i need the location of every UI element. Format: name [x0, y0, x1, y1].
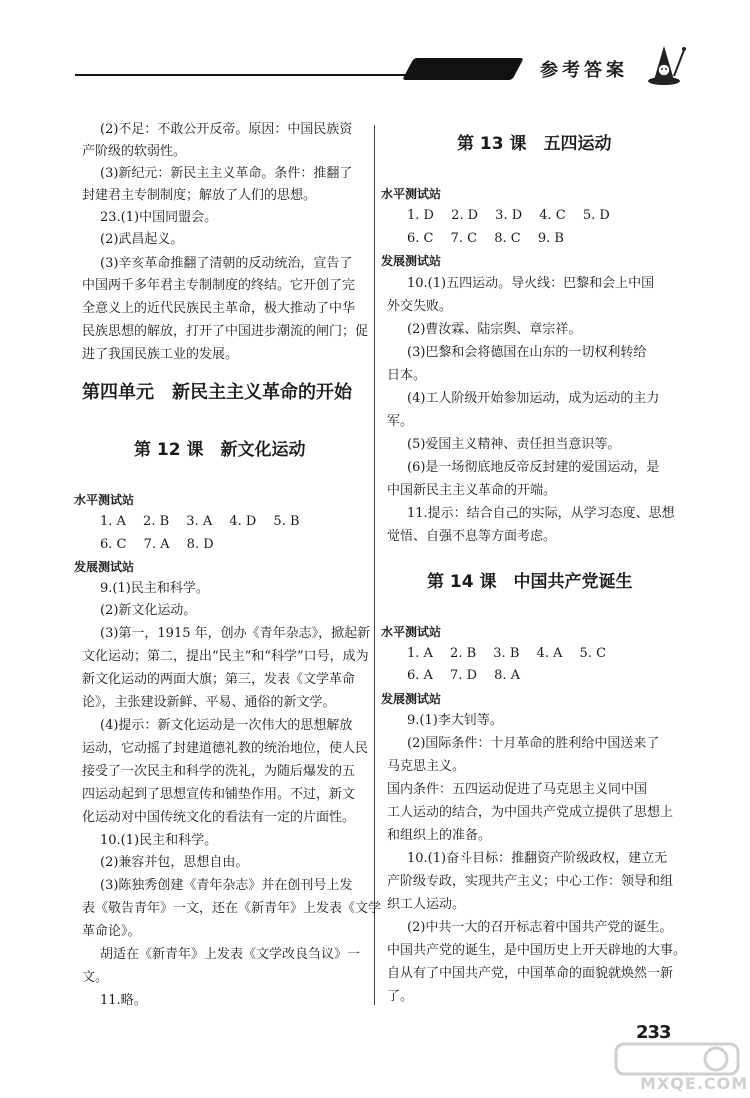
- text-line: 11.略。: [100, 993, 147, 1008]
- text-line: (2)中共一大的召开标志着中国共产党的诞生。: [407, 920, 673, 935]
- header-rule: [75, 74, 420, 76]
- wizard-mascot-icon: [640, 40, 688, 88]
- text-line: 织工人运动。: [387, 897, 466, 912]
- text-line: 了。: [387, 989, 414, 1004]
- lesson-heading: 第 14 课 中国共产党诞生: [427, 572, 633, 592]
- text-line: 6. A 7. D 8. A: [407, 668, 521, 683]
- text-line: 新文化运动的两面大旗；第三，发表《文学革命: [82, 672, 356, 687]
- text-line: (2)不足：不敢公开反帝。原因：中国民族资: [100, 122, 353, 137]
- text-line: 论》，主张建设新鲜、平易、通俗的新文学。: [82, 695, 336, 710]
- lesson-heading: 第 12 课 新文化运动: [134, 440, 306, 460]
- text-line: (5)爱国主义精神、责任担当意识等。: [407, 437, 621, 452]
- text-line: 和组织上的准备。: [387, 828, 492, 843]
- text-line: 1. A 2. B 3. A 4. D 5. B: [100, 514, 300, 529]
- text-line: 中国两千多年君主专制制度的终结。它开创了完: [82, 278, 356, 293]
- section-heading: 水平测试站: [74, 493, 135, 507]
- text-line: 民族思想的解放，打开了中国进步潮流的闸门；促: [82, 324, 369, 339]
- text-line: 军。: [387, 414, 414, 429]
- text-line: 觉悟、自强不息等方面考虑。: [387, 529, 557, 544]
- text-line: (2)国际条件：十月革命的胜利给中国送来了: [407, 736, 660, 751]
- text-line: (3)新纪元：新民主主义革命。条件：推翻了: [100, 166, 353, 181]
- text-line: (4)提示：新文化运动是一次伟大的思想解放: [100, 718, 353, 733]
- text-line: 马克思主义。: [387, 759, 466, 774]
- text-line: 全意义上的近代民族民主革命，极大推动了中华: [82, 301, 356, 316]
- text-line: (2)曹汝霖、陆宗舆、章宗祥。: [407, 322, 582, 337]
- page-header-title: 参考答案: [540, 60, 628, 81]
- text-line: (3)巴黎和会将德国在山东的一切权利转给: [407, 345, 647, 360]
- text-line: 四运动起到了思想宣传和铺垫作用。不过，新文: [82, 787, 356, 802]
- text-line: 9.(1)李大钊等。: [407, 713, 503, 728]
- text-line: 1. A 2. B 3. B 4. A 5. C: [407, 646, 607, 661]
- text-line: 日本。: [387, 368, 427, 383]
- text-line: (2)武昌起义。: [100, 232, 184, 247]
- text-line: (2)新文化运动。: [100, 603, 197, 618]
- text-line: 化运动对中国传统文化的看法有一定的片面性。: [82, 810, 356, 825]
- text-line: 国内条件：五四运动促进了马克思主义同中国: [387, 782, 648, 797]
- text-line: 9.(1)民主和科学。: [100, 581, 209, 596]
- text-line: (3)第一，1915 年，创办《青年杂志》，掀起新: [100, 626, 371, 641]
- text-line: 11.提示：结合自己的实际，从学习态度、思想: [407, 506, 675, 521]
- text-line: 封建君主专制制度；解放了人们的思想。: [82, 188, 317, 203]
- section-heading: 水平测试站: [381, 187, 442, 201]
- text-line: (6)是一场彻底地反帝反封建的爱国运动，是: [407, 460, 660, 475]
- text-line: 中国新民主主义革命的开端。: [387, 483, 557, 498]
- text-line: 10.(1)五四运动。导火线：巴黎和会上中国: [407, 276, 655, 291]
- text-line: 1. D 2. D 3. D 4. C 5. D: [407, 208, 610, 223]
- text-line: (2)兼容并包，思想自由。: [100, 855, 249, 870]
- text-line: 接受了一次民主和科学的洗礼，为随后爆发的五: [82, 764, 356, 779]
- text-line: 运动，它动摇了封建道德礼教的统治地位，使人民: [82, 741, 369, 756]
- text-line: 工人运动的结合，为中国共产党成立提供了思想上: [387, 805, 674, 820]
- text-line: 10.(1)奋斗目标：推翻资产阶级政权，建立无: [407, 851, 668, 866]
- section-heading: 水平测试站: [381, 625, 442, 639]
- column-divider: [374, 125, 375, 1005]
- text-line: 革命论》。: [82, 924, 141, 939]
- text-line: 23.(1)中国同盟会。: [100, 210, 218, 225]
- text-line: 胡适在《新青年》上发表《文学改良刍议》一: [100, 947, 361, 962]
- text-line: 文化运动；第二，提出“民主”和“科学”口号，成为: [82, 649, 369, 664]
- text-line: 6. C 7. A 8. D: [100, 537, 214, 552]
- text-line: 中国共产党的诞生，是中国历史上开天辟地的大事。: [387, 943, 687, 958]
- section-heading: 发展测试站: [381, 254, 442, 268]
- lesson-heading: 第 13 课 五四运动: [457, 134, 612, 154]
- text-line: 外交失败。: [387, 299, 453, 314]
- text-line: 进了我国民族工业的发展。: [82, 347, 239, 362]
- text-line: 10.(1)民主和科学。: [100, 833, 218, 848]
- section-heading: 发展测试站: [381, 692, 442, 706]
- text-line: 自从有了中国共产党，中国革命的面貌就焕然一新: [387, 966, 674, 981]
- text-line: 文。: [82, 970, 109, 985]
- text-line: 6. C 7. C 8. C 9. B: [407, 231, 564, 246]
- text-line: (3)辛亥革命推翻了清朝的反动统治，宣告了: [100, 256, 353, 271]
- header-decoration-bar: [402, 58, 524, 80]
- text-line: 表《敬告青年》一文，还在《新青年》上发表《文学: [82, 901, 382, 916]
- watermark-text: MXQE.COM: [640, 1074, 749, 1093]
- section-heading: 发展测试站: [74, 560, 135, 574]
- text-line: 产阶级专政，实现共产主义；中心工作：领导和组: [387, 874, 674, 889]
- page-number: 233: [636, 1022, 671, 1043]
- text-line: 产阶级的软弱性。: [82, 144, 187, 159]
- text-line: (3)陈独秀创建《青年杂志》并在创刊号上发: [100, 878, 353, 893]
- text-line: (4)工人阶级开始参加运动，成为运动的主力: [407, 391, 660, 406]
- unit-heading: 第四单元 新民主主义革命的开始: [82, 382, 352, 403]
